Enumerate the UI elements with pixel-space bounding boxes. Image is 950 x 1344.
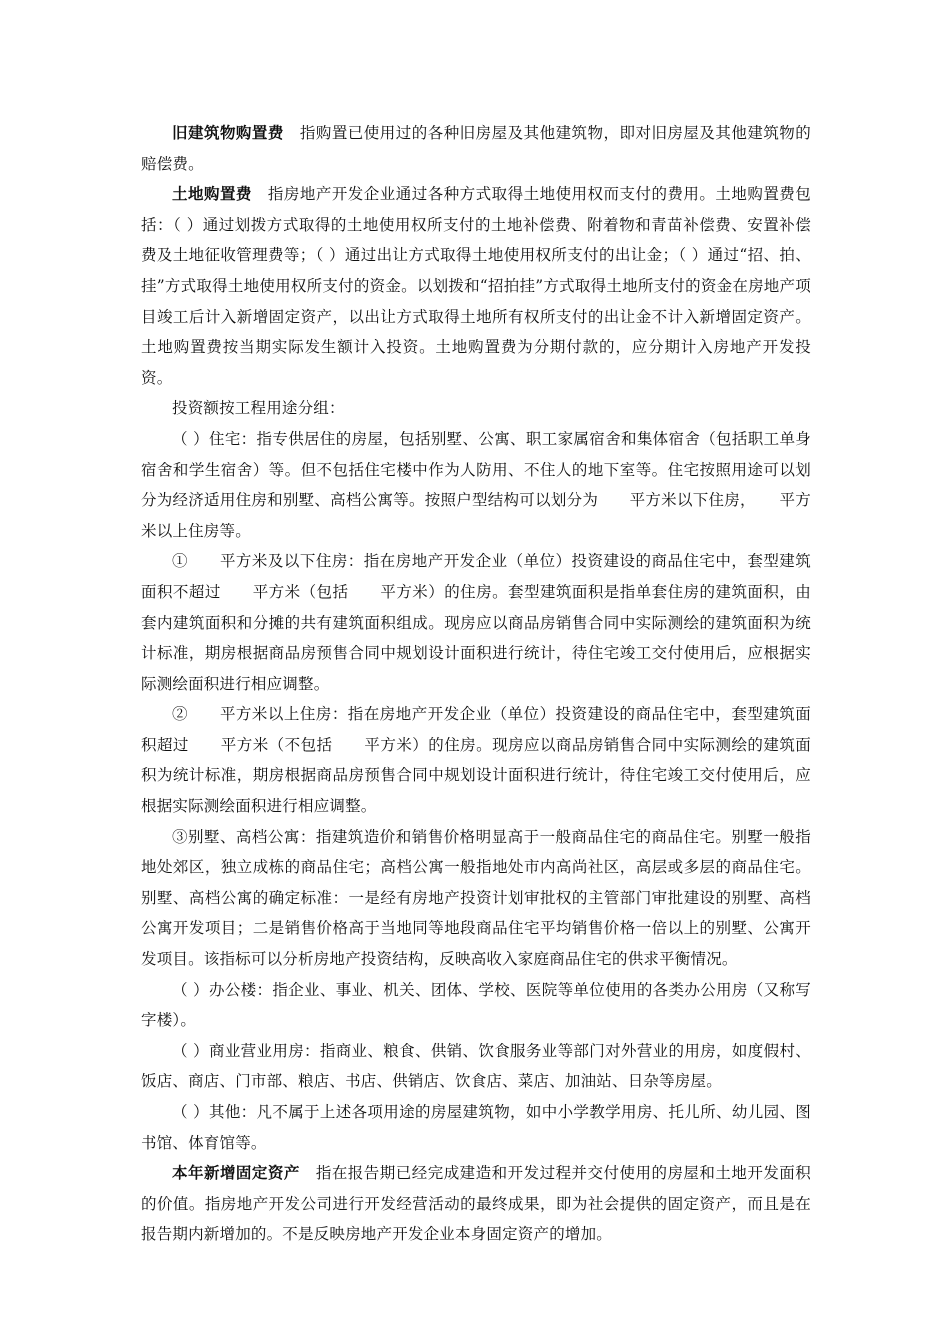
paragraph-residential: （ ）住宅：指专供居住的房屋，包括别墅、公寓、职工家属宿舍和集体宿舍（包括职工单身宿舍和学生宿舍）等。但不包括住宅楼中作为人防用、不住人的地下室等。住宅按照用途可以划分为经济适用住房和别墅、高档公寓等。按照户型结构可以划分为 平方米以下住房， 平方米以上住房等。 <box>141 429 811 540</box>
definition-new-fixed-assets: 指在报告期已经完成建造和开发过程并交付使用的房屋和土地开发面积的价值。指房地产开发公司进行开发经营活动的最终成果，即为社会提供的固定资产，而且是在报告期内新增加的。不是反映房地产开发企业本身固定资产的增加。 <box>141 1164 811 1244</box>
definition-old-building-purchase: 指购置已使用过的各种旧房屋及其他建筑物，即对旧房屋及其他建筑物的赔偿费。 <box>141 124 811 173</box>
document-body <box>141 118 811 1250</box>
term-new-fixed-assets: 本年新增固定资产 <box>172 1164 300 1183</box>
definition-land-purchase: 指房地产开发企业通过各种方式取得土地使用权而支付的费用。土地购置费包括：（ ）通过划拨方式取得的土地使用权所支付的土地补偿费、附着物和青苗补偿费、安置补偿费及土地征收管理费等；（ ）通过出让方式取得土地使用权所支付的出让金；（ ）通过“招、拍、挂”方式取得土地使用权所支付的资金。以划拨和“招拍挂”方式取得土地所支付的资金在房地产项目竣工后计入新增固定资产，以出让方式取得土地所有权所支付的出让金不计入新增固定资产。土地购置费按当期实际发生额计入投资。土地购置费为分期付款的，应分期计入房地产开发投资。 <box>141 185 811 387</box>
paragraph-new-fixed-assets <box>141 1158 811 1250</box>
paragraph-villa-apartment: ③别墅、高档公寓：指建筑造价和销售价格明显高于一般商品住宅的商品住宅。别墅一般指地处郊区，独立成栋的商品住宅；高档公寓一般指地处市内高尚社区，高层或多层的商品住宅。别墅、高档公寓的确定标准：一是经有房地产投资计划审批权的主管部门审批建设的别墅、高档公寓开发项目；二是销售价格高于当地同等地段商品住宅平均销售价格一倍以上的别墅、公寓开发项目。该指标可以分析房地产投资结构，反映高收入家庭商品住宅的供求平衡情况。 <box>141 827 811 969</box>
term-old-building-purchase: 旧建筑物购置费 <box>172 124 284 142</box>
term-land-purchase: 土地购置费 <box>172 185 252 204</box>
paragraph-land-purchase <box>141 179 811 393</box>
paragraph-old-building-purchase <box>141 118 811 179</box>
paragraph-office: （ ）办公楼：指企业、事业、机关、团体、学校、医院等单位使用的各类办公用房（又称写字楼）。 <box>141 980 811 1030</box>
paragraph-small-housing: ① 平方米及以下住房：指在房地产开发企业（单位）投资建设的商品住宅中，套型建筑面积不超过 平方米（包括 平方米）的住房。套型建筑面积是指单套住房的建筑面积，由套内建筑面积和分摊的共有建筑面积组成。现房应以商品房销售合同中实际测绘的建筑面积为统计标准，期房根据商品房预售合同中规划设计面积进行统计，待住宅竣工交付使用后，应根据实际测绘面积进行相应调整。 <box>141 552 811 693</box>
paragraph-investment-grouping: 投资额按工程用途分组： <box>172 399 345 418</box>
paragraph-other: （ ）其他：凡不属于上述各项用途的房屋建筑物，如中小学教学用房、托儿所、幼儿园、图书馆、体育馆等。 <box>141 1103 811 1152</box>
paragraph-commercial: （ ）商业营业用房：指商业、粮食、供销、饮食服务业等部门对外营业的用房，如度假村、饭店、商店、门市部、粮店、书店、供销店、饮食店、菜店、加油站、日杂等房屋。 <box>141 1041 811 1091</box>
paragraph-large-housing: ② 平方米以上住房：指在房地产开发企业（单位）投资建设的商品住宅中，套型建筑面积超过 平方米（不包括 平方米）的住房。现房应以商品房销售合同中实际测绘的建筑面积为统计标准，期房根据商品房预售合同中规划设计面积进行统计，待住宅竣工交付使用后，应根据实际测绘面积进行相应调整。 <box>141 705 811 816</box>
